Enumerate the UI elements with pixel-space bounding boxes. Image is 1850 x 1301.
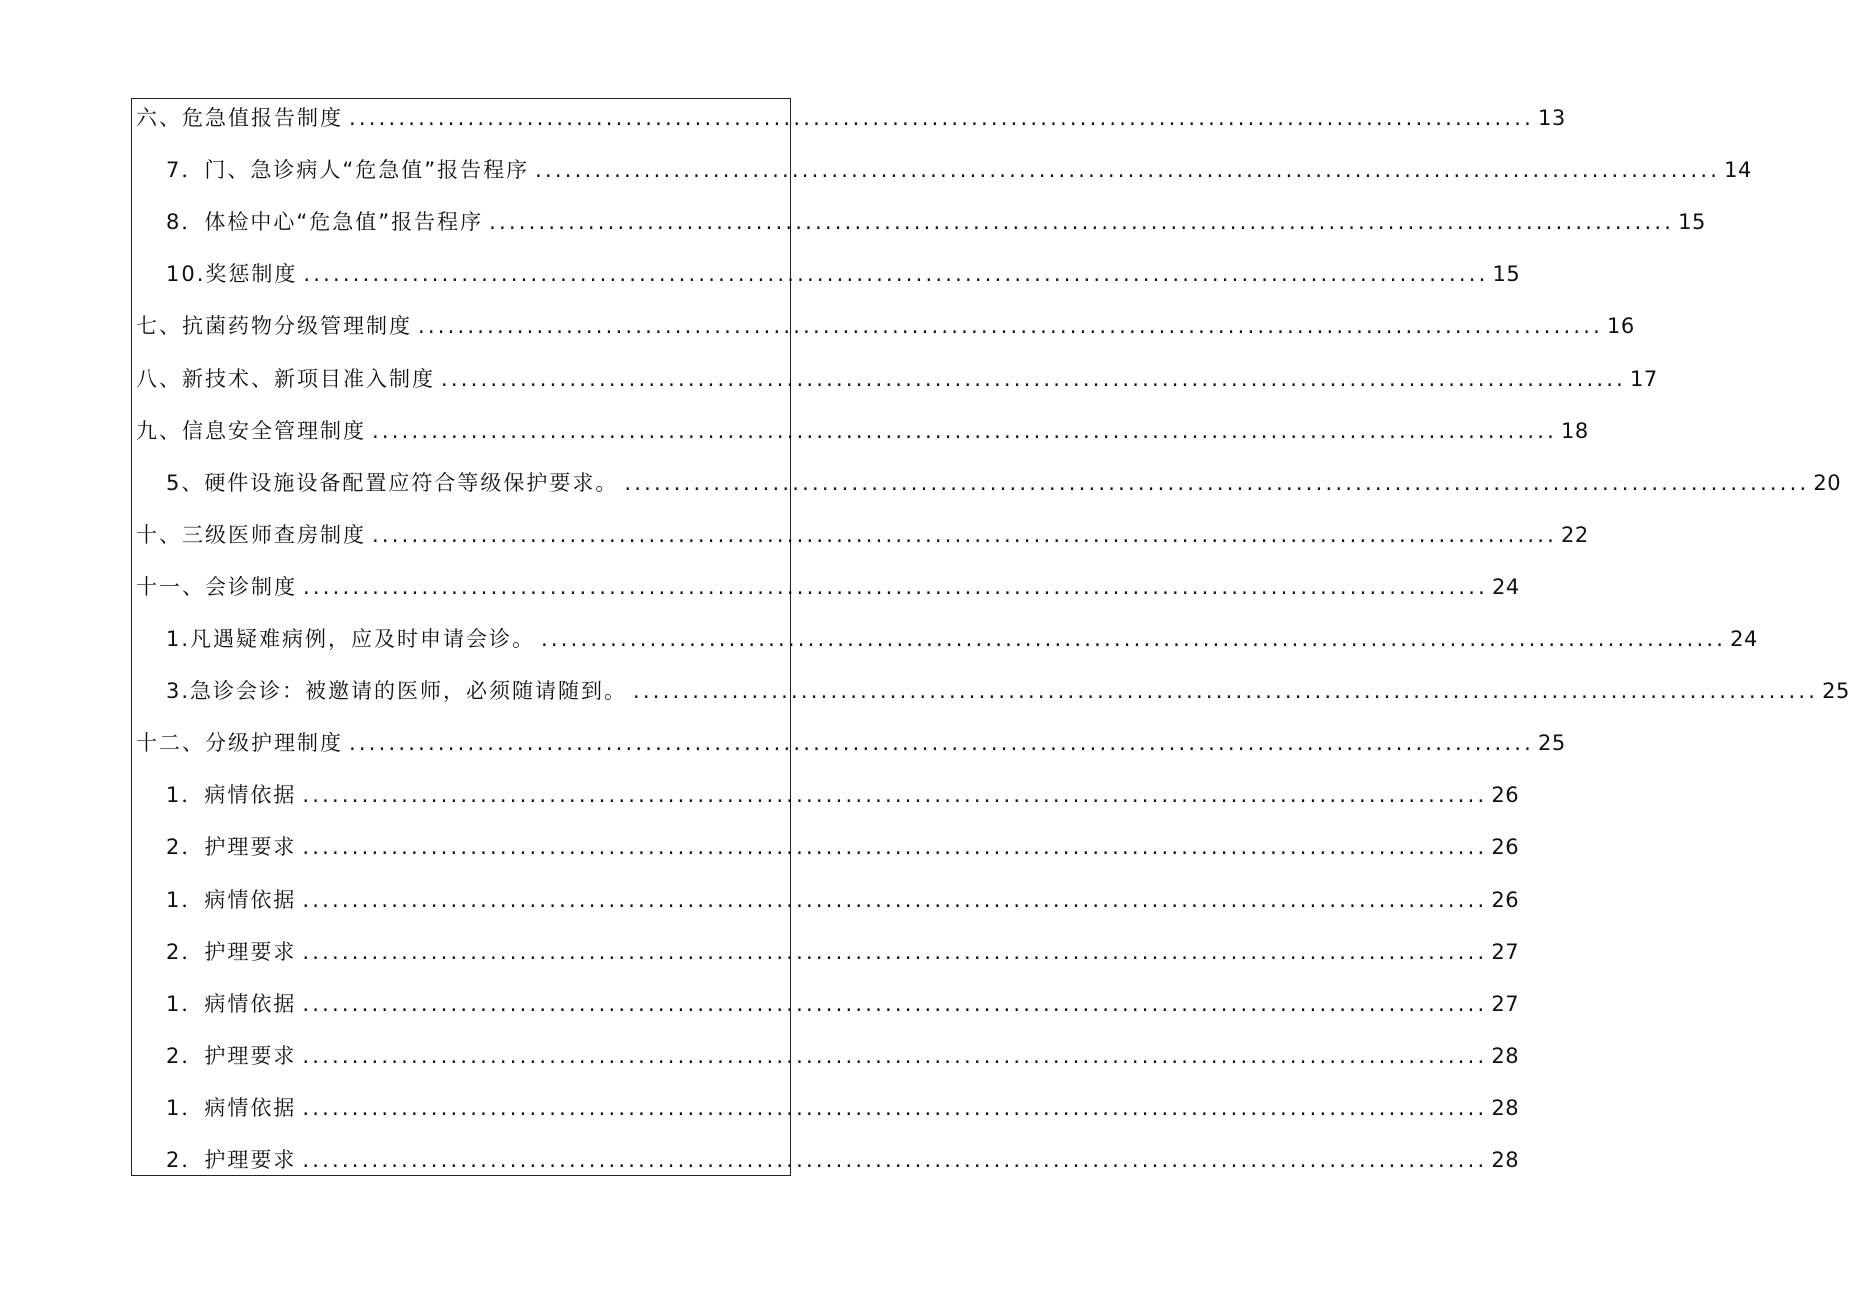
toc-entry[interactable] [166, 1092, 1520, 1124]
toc-entry[interactable] [166, 831, 1520, 863]
toc-entry-title: 1．病情依据 [166, 783, 297, 807]
toc-entry[interactable] [166, 623, 1758, 655]
toc-entry-page-number: 20 [1813, 471, 1842, 495]
toc-entry-title: 7．门、急诊病人“危急值”报告程序 [166, 158, 530, 182]
toc-entry[interactable] [166, 1040, 1520, 1072]
toc-dot-leader: ........................................................................................................................ [302, 940, 1488, 964]
toc-entry[interactable] [166, 1144, 1520, 1176]
toc-dot-leader: ........................................................................................................................ [302, 1044, 1488, 1068]
toc-entry-title: 1.凡遇疑难病例，应及时申请会诊。 [166, 627, 536, 651]
toc-entry-page-number: 26 [1491, 888, 1520, 912]
toc-entry[interactable] [136, 363, 1658, 395]
toc-entry-page-number: 13 [1538, 106, 1566, 130]
toc-entry-page-number: 28 [1491, 1096, 1520, 1120]
toc-entry-page-number: 25 [1822, 679, 1850, 703]
toc-entry-page-number: 27 [1491, 992, 1520, 1016]
toc-entry-title: 3.急诊会诊：被邀请的医师，必须随请随到。 [166, 679, 628, 703]
toc-entry[interactable] [136, 310, 1635, 342]
toc-entry-title: 2．护理要求 [166, 835, 297, 859]
toc-dot-leader: ........................................................................................................................ [302, 783, 1488, 807]
toc-entry[interactable] [166, 467, 1842, 499]
toc-entry[interactable] [166, 258, 1521, 290]
toc-entry-title: 1．病情依据 [166, 888, 297, 912]
toc-entry[interactable] [136, 102, 1566, 134]
toc-entry-title: 10.奖惩制度 [166, 262, 298, 286]
toc-dot-leader: ........................................................................................................................ [303, 575, 1489, 599]
toc-entry-page-number: 24 [1730, 627, 1758, 651]
toc-entry[interactable] [136, 519, 1589, 551]
toc-entry[interactable] [166, 936, 1520, 968]
toc-entry-title: 六、危急值报告制度 [136, 106, 343, 130]
toc-entry-page-number: 14 [1724, 158, 1752, 182]
toc-dot-leader: ........................................................................................................................ [303, 262, 1489, 286]
toc-dot-leader: ........................................................................................................................ [489, 210, 1675, 234]
toc-entry-title: 8．体检中心“危急值”报告程序 [166, 210, 484, 234]
toc-entry-page-number: 15 [1492, 262, 1521, 286]
toc-dot-leader: ........................................................................................................................ [418, 314, 1604, 338]
toc-dot-leader: ........................................................................................................................ [349, 731, 1535, 755]
toc-entry-title: 九、信息安全管理制度 [136, 419, 366, 443]
toc-entry-page-number: 17 [1630, 367, 1658, 391]
toc-dot-leader: ........................................................................................................................ [441, 367, 1627, 391]
toc-dot-leader: ........................................................................................................................ [302, 992, 1488, 1016]
toc-entry-title: 2．护理要求 [166, 1148, 297, 1172]
toc-entry-title: 1．病情依据 [166, 1096, 297, 1120]
toc-entry-page-number: 18 [1561, 419, 1589, 443]
toc-entry-page-number: 25 [1538, 731, 1566, 755]
toc-entry-title: 十、三级医师查房制度 [136, 523, 366, 547]
toc-entry[interactable] [166, 206, 1706, 238]
toc-entry[interactable] [166, 988, 1520, 1020]
toc-entry-page-number: 28 [1491, 1044, 1520, 1068]
toc-entry-title: 1．病情依据 [166, 992, 297, 1016]
toc-dot-leader: ........................................................................................................................ [302, 835, 1488, 859]
toc-dot-leader: ........................................................................................................................ [302, 1148, 1488, 1172]
toc-entry-title: 十一、会诊制度 [136, 575, 297, 599]
toc-entry[interactable] [166, 154, 1752, 186]
toc-dot-leader: ........................................................................................................................ [541, 627, 1727, 651]
toc-entry-title: 5、硬件设施设备配置应符合等级保护要求。 [166, 471, 619, 495]
toc-entry[interactable] [136, 571, 1520, 603]
toc-entry-page-number: 16 [1607, 314, 1635, 338]
toc-dot-leader: ........................................................................................................................ [372, 523, 1558, 547]
toc-entry-title: 2．护理要求 [166, 1044, 297, 1068]
toc-dot-leader: ........................................................................................................................ [302, 888, 1488, 912]
toc-entry[interactable] [166, 779, 1520, 811]
toc-entry-page-number: 26 [1491, 783, 1520, 807]
toc-entry[interactable] [166, 675, 1850, 707]
toc-entry-page-number: 28 [1491, 1148, 1520, 1172]
toc-dot-leader: ........................................................................................................................ [535, 158, 1721, 182]
toc-entry-title: 十二、分级护理制度 [136, 731, 343, 755]
toc-entry-title: 七、抗菌药物分级管理制度 [136, 314, 412, 338]
toc-entry-title: 八、新技术、新项目准入制度 [136, 367, 435, 391]
toc-entry-page-number: 27 [1491, 940, 1520, 964]
toc-entry-page-number: 24 [1492, 575, 1520, 599]
toc-dot-leader: ........................................................................................................................ [624, 471, 1810, 495]
toc-entry-title: 2．护理要求 [166, 940, 297, 964]
toc-dot-leader: ........................................................................................................................ [633, 679, 1819, 703]
toc-entry-page-number: 26 [1491, 835, 1520, 859]
toc-entry-page-number: 15 [1678, 210, 1706, 234]
toc-dot-leader: ........................................................................................................................ [349, 106, 1535, 130]
toc-entry[interactable] [166, 884, 1520, 916]
toc-entry[interactable] [136, 415, 1589, 447]
toc-entry-page-number: 22 [1561, 523, 1589, 547]
toc-dot-leader: ........................................................................................................................ [372, 419, 1558, 443]
toc-entry[interactable] [136, 727, 1566, 759]
toc-dot-leader: ........................................................................................................................ [302, 1096, 1488, 1120]
